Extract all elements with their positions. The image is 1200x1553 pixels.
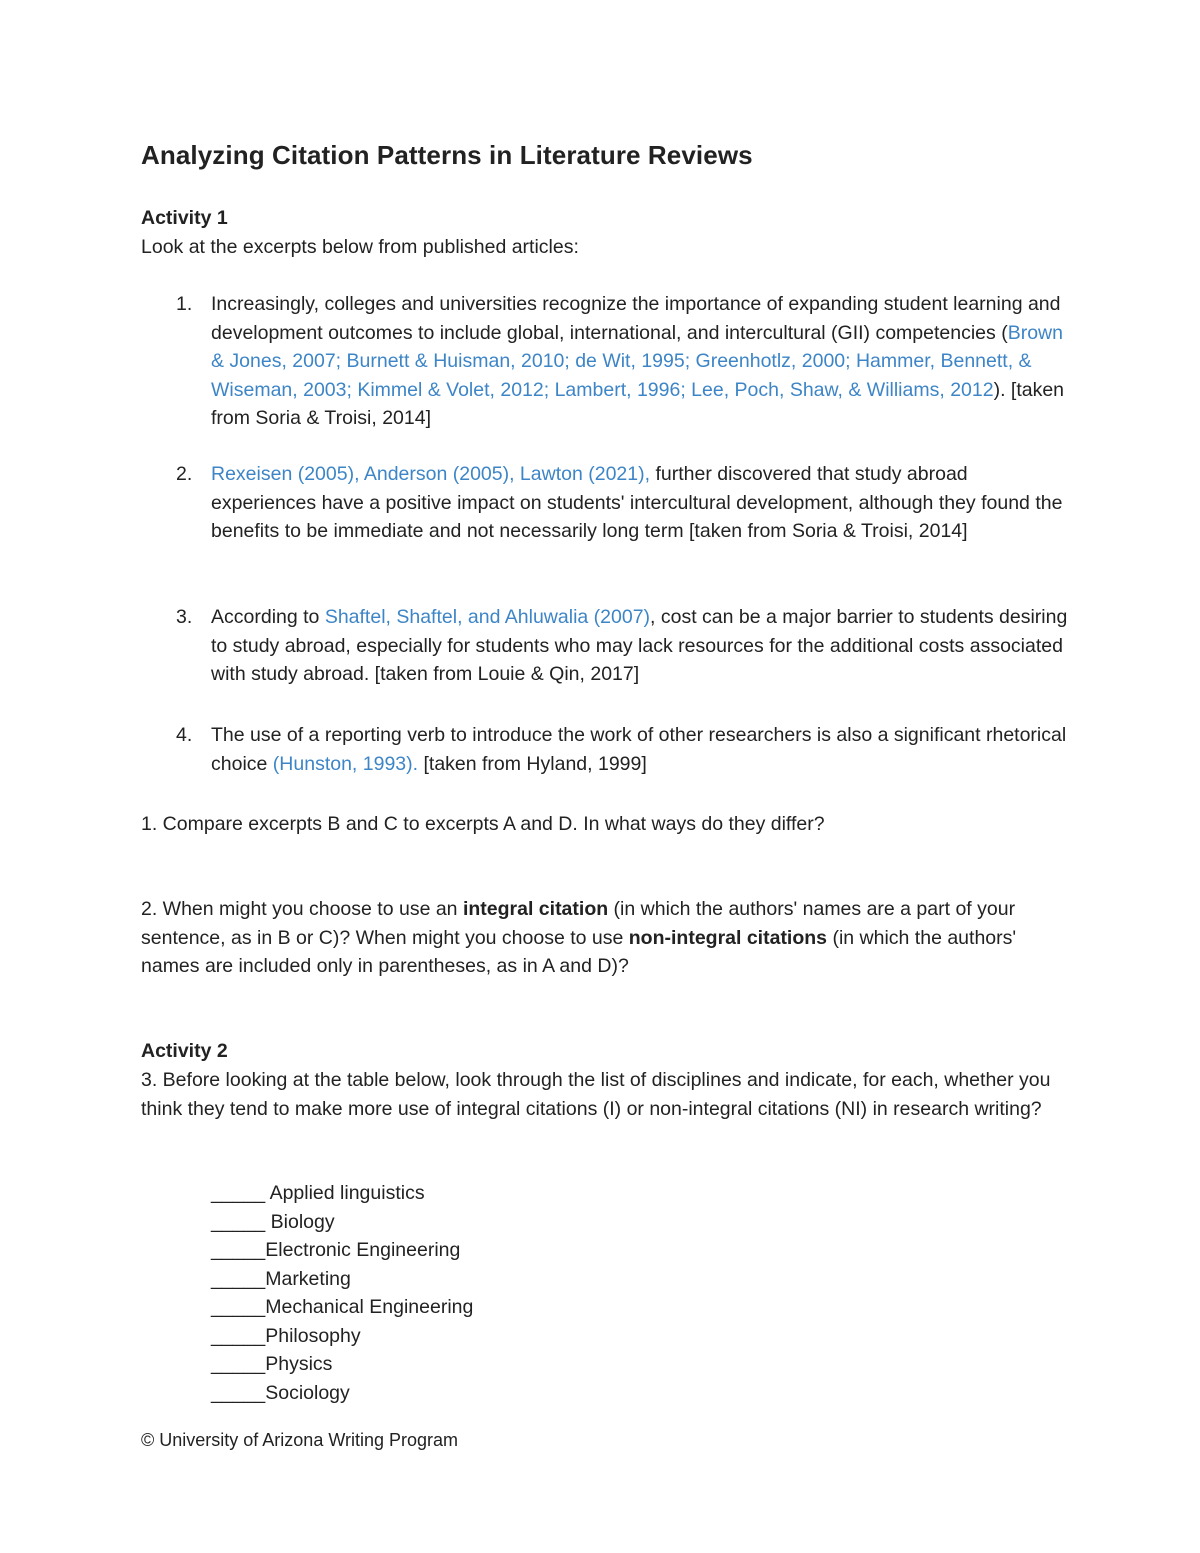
question-2 — [141, 895, 1071, 981]
discipline-list — [211, 1179, 473, 1407]
excerpt-text — [211, 721, 1071, 778]
citation-link: Shaftel, Shaftel, and Ahluwalia (2007) — [324, 606, 651, 628]
non-integral-citation-term: non-integral citations — [628, 926, 828, 949]
excerpt-text-post: [taken from Hyland, 1999] — [418, 752, 647, 775]
question-2-text: (in which the authors' names are a part of your sentence, as in B or C)? When might you choose to use — [141, 898, 1016, 949]
activity-2-heading: Activity 2 — [141, 1040, 228, 1062]
excerpt-text-post: ). [taken from Soria & Troisi, 2014] — [211, 378, 1065, 429]
discipline-item: _____Sociology — [211, 1381, 350, 1404]
excerpt-item — [141, 460, 1071, 546]
excerpt-item — [141, 721, 1071, 778]
discipline-item: _____Mechanical Engineering — [211, 1296, 474, 1318]
excerpt-text-post: further discovered that study abroad experiences have a positive impact on students' intercultural development, although they found the benefits to be immediate and not necessarily long term [taken from Soria & Troisi, 2014] — [211, 463, 1063, 542]
question-2-text: 2. When might you choose to use an — [141, 898, 463, 920]
integral-citation-term: integral citation — [462, 898, 609, 920]
question-1: 1. Compare excerpts B and C to excerpts A and D. In what ways do they differ? — [141, 813, 825, 835]
activity-1-heading: Activity 1 — [141, 207, 228, 229]
excerpt-item — [141, 603, 1071, 689]
citation-link: (Hunston, 1993). — [272, 752, 419, 775]
excerpt-text-pre: According to — [211, 606, 325, 628]
document-title: Analyzing Citation Patterns in Literature Reviews — [141, 140, 753, 170]
activity-1-intro: Look at the excerpts below from published articles: — [141, 236, 579, 258]
discipline-item: _____Physics — [211, 1353, 333, 1375]
excerpt-text — [211, 290, 1071, 433]
excerpt-item — [141, 290, 1071, 433]
excerpt-text — [211, 603, 1071, 689]
excerpt-text-post: , cost can be a major barrier to students desiring to study abroad, especially for students who may lack resources for the additional costs associated with study abroad. [taken from Louie & Qin, 2017] — [211, 606, 1068, 685]
question-3: 3. Before looking at the table below, look through the list of disciplines and indicate, for each, whether you think they tend to make more use of integral citations (I) or non-integral citations (NI) in research writing? — [141, 1069, 1051, 1120]
discipline-item: _____ Biology — [211, 1210, 335, 1233]
discipline-item: _____Philosophy — [211, 1324, 361, 1347]
excerpt-text-pre: The use of a reporting verb to introduce the work of other researchers is also a significant rhetorical choice — [211, 724, 1067, 775]
discipline-item: _____Marketing — [211, 1267, 351, 1290]
excerpt-number: 3. — [176, 606, 193, 628]
discipline-item: _____ Applied linguistics — [211, 1182, 425, 1204]
citation-link: Brown & Jones, 2007; Burnett & Huisman, 2010; de Wit, 1995; Greenhotlz, 2000; Hammer, Bennett, & Wiseman, 2003; Kimmel & Volet, 2012; Lambert, 1996; Lee, Poch, Shaw, & Williams, 2012 — [211, 321, 1063, 401]
excerpt-text — [211, 460, 1071, 546]
excerpt-number: 1. — [176, 293, 193, 315]
discipline-item: _____Electronic Engineering — [211, 1239, 461, 1261]
citation-link: Rexeisen (2005), Anderson (2005), Lawton (2021), — [211, 463, 651, 485]
excerpt-text-pre: Increasingly, colleges and universities recognize the importance of expanding student learning and development outcomes to include global, international, and intercultural (GII) competencies ( — [211, 293, 1061, 344]
question-2-text: (in which the authors' names are included only in parentheses, as in A and D)? — [141, 926, 1017, 977]
copyright-footer: © University of Arizona Writing Program — [141, 1430, 459, 1450]
excerpt-number: 2. — [176, 463, 193, 485]
excerpt-number: 4. — [176, 724, 193, 746]
